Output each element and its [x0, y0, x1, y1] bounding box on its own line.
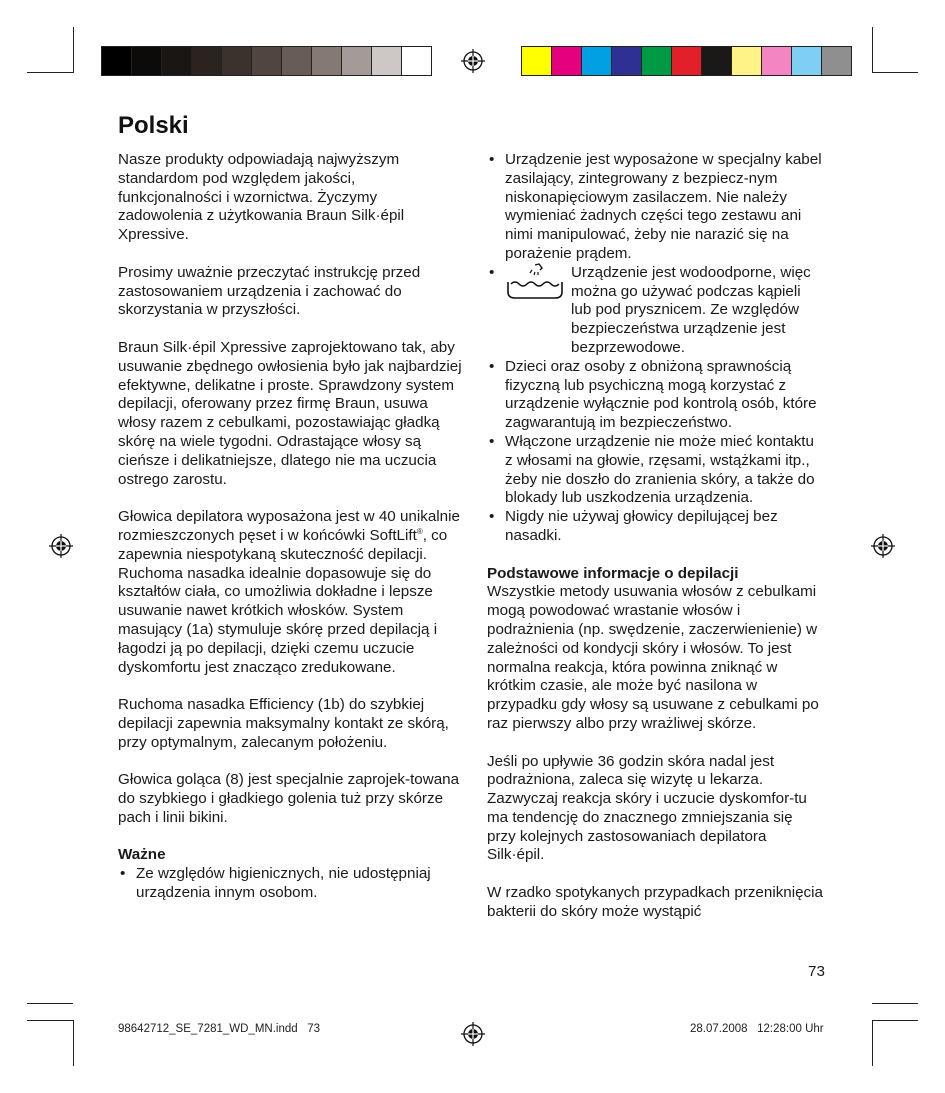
- crop-mark: [73, 1020, 74, 1066]
- color-swatch: [162, 47, 192, 75]
- shower-bath-icon: [505, 262, 565, 302]
- right-column: [487, 151, 825, 922]
- color-swatch: [222, 47, 252, 75]
- color-swatch: [282, 47, 312, 75]
- paragraph-text: Głowica depilatora wyposażona jest w 40 unikalnie rozmieszczonych pęset i w końcówki SoftLift: [118, 508, 460, 544]
- section-heading: Podstawowe informacje o depilacji: [487, 564, 739, 582]
- color-swatch: [642, 47, 672, 75]
- registered-trademark: ®: [416, 526, 423, 536]
- color-swatch: [822, 47, 851, 75]
- footer-file-info: 98642712_SE_7281_WD_MN.indd 73: [118, 1023, 321, 1035]
- paragraph: Nasze produkty odpowiadają najwyższym standardom pod względem jakości, funkcjonalności i wzornictwa. Życzymy zadowolenia z użytkowania Braun Silk·épil Xpressive.: [118, 151, 405, 244]
- color-swatch: [702, 47, 732, 75]
- crop-mark: [27, 72, 73, 73]
- crop-mark: [872, 27, 873, 73]
- color-swatch: [132, 47, 162, 75]
- color-swatch: [102, 47, 132, 75]
- left-column: [118, 151, 462, 903]
- important-heading: Ważne: [118, 846, 166, 864]
- color-swatch: [732, 47, 762, 75]
- paragraph: Ruchoma nasadka Efficiency (1b) do szybkiej depilacji zapewnia maksymalny kontakt ze skórą, przy optymalnym, zalecanym położeniu.: [118, 696, 449, 751]
- color-swatch: [552, 47, 582, 75]
- crop-mark: [27, 1020, 73, 1021]
- color-swatch: [582, 47, 612, 75]
- color-swatch: [312, 47, 342, 75]
- color-swatch: [792, 47, 822, 75]
- registration-mark-icon: [49, 534, 73, 558]
- paragraph: [118, 508, 462, 677]
- list-item: • Dzieci oraz osoby z obniżoną sprawnością fizyczną lub psychiczną mogą korzystać z urządzenie wyłącznie pod kontrolą osób, które zagwarantują im bezpieczeństwo.: [487, 358, 825, 433]
- color-swatch: [612, 47, 642, 75]
- crop-mark: [73, 27, 74, 73]
- crop-mark: [872, 1020, 873, 1066]
- color-swatch: [672, 47, 702, 75]
- color-swatch: [192, 47, 222, 75]
- paragraph: Prosimy uważnie przeczytać instrukcję przed zastosowaniem urządzenia i zachować do skorzystania w przyszłości.: [118, 263, 421, 319]
- page-heading: Polski: [118, 112, 189, 139]
- color-swatch: [402, 47, 431, 75]
- registration-mark-icon: [461, 49, 485, 73]
- list-item: • Ze względów higienicznych, nie udostępniaj urządzenia innym osobom.: [118, 865, 462, 903]
- registration-mark-icon: [871, 534, 895, 558]
- color-swatch: [762, 47, 792, 75]
- paragraph: Jeśli po upływie 36 godzin skóra nadal jest podrażniona, zaleca się wizytę u lekarza. Zazwyczaj reakcja skóry i uczucie dyskomfor-tu ma tendencję do znacznego zmniejszania się przy kolejnych zastosowaniach depilatora Silk·épil.: [487, 752, 807, 864]
- color-swatch: [522, 47, 552, 75]
- footer-timestamp: 28.07.2008 12:28:00 Uhr: [690, 1023, 824, 1035]
- list-item: • Nigdy nie używaj głowicy depilującej bez nasadki.: [487, 508, 825, 546]
- crop-mark: [872, 1003, 918, 1004]
- color-swatch: [372, 47, 402, 75]
- crop-mark: [27, 1003, 73, 1004]
- grayscale-calibration-bar: [101, 46, 432, 76]
- list-item-text: Urządzenie jest wodoodporne, więc można go używać podczas kąpieli lub pod prysznicem. Ze względów bezpieczeństwa urządzenie jest bezprzewodowe.: [571, 263, 811, 356]
- crop-mark: [872, 72, 918, 73]
- list-item: • Urządzenie jest wyposażone w specjalny kabel zasilający, zintegrowany z bezpiecz-nym niskonapięciowym zasilaczem. Nie należy wymieniać żadnych części tego zestawu ani nimi manipulować, żeby nie narazić się na porażenie prądem.: [487, 151, 825, 264]
- color-swatch: [342, 47, 372, 75]
- color-swatch: [252, 47, 282, 75]
- page-number: 73: [808, 963, 825, 980]
- color-calibration-bar: [521, 46, 852, 76]
- paragraph: W rzadko spotykanych przypadkach przeniknięcia bakterii do skóry może wystąpić: [487, 884, 823, 920]
- paragraph: Głowica goląca (8) jest specjalnie zaprojek-towana do szybkiego i gładkiego golenia tuż przy skórze pach i linii bikini.: [118, 771, 460, 826]
- crop-mark: [872, 1020, 918, 1021]
- paragraph-text: , co zapewnia niespotykaną skuteczność depilacji. Ruchoma nasadka idealnie dopasowuje się do kształtów ciała, co umożliwia dokładne i lepsze usuwanie nawet krótkich włosków. System masujący (1a) stymuluje skórę przed depilacją i łagodzi ją po depilacji, dzięki czemu uczucie dyskomfortu jest znacząco zredukowane.: [118, 526, 448, 676]
- list-item: • Włączone urządzenie nie może mieć kontaktu z włosami na głowie, rzęsami, wstążkami itp., żeby nie doszło do zranienia skóry, a także do blokady lub uszkodzenia urządzenia.: [487, 433, 825, 508]
- registration-mark-icon: [461, 1022, 485, 1046]
- list-item-water: [487, 264, 825, 358]
- paragraph: Braun Silk·épil Xpressive zaprojektowano tak, aby usuwanie zbędnego owłosienia było jak najbardziej efektywne, delikatne i proste. Sprawdzony system depilacji, oferowany przez firmę Braun, usuwa włosy razem z cebulkami, pozostawiając gładką skórę na wiele tygodni. Odrastające włosy są cieńsze i delikatniejsze, dlatego nie ma uczucia ostrego zarostu.: [118, 338, 462, 488]
- paragraph: Wszystkie metody usuwania włosów z cebulkami mogą powodować wrastanie włosów i podrażnienia (np. swędzenie, zaczerwienienie) w zależności od kondycji skóry i włosów. To jest normalna reakcja, która powinna zniknąć w krótkim czasie, ale może być nasilona w przypadku gdy włosy są usuwane z cebulkami po raz pierwszy albo przy wrażliwej skórze.: [487, 583, 819, 732]
